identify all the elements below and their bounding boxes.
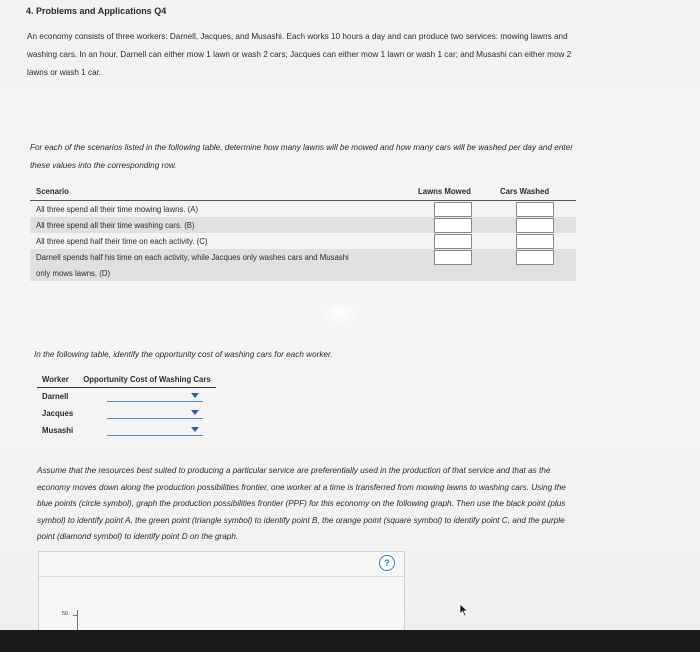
ppf-graph-panel[interactable] <box>38 551 405 631</box>
scenario-text: All three spend half their time on each activity. (C) <box>30 233 412 249</box>
opportunity-cost-dropdown-musashi[interactable] <box>107 425 203 436</box>
mouse-cursor-icon <box>459 603 469 617</box>
intro-line: An economy consists of three workers: Darnell, Jacques, and Musashi. Each works 10 hours a day and can produce two services: mowing lawns and <box>27 32 568 41</box>
intro-paragraph <box>27 28 571 82</box>
y-axis <box>77 610 78 630</box>
cars-input-a[interactable] <box>516 202 554 217</box>
instruction-line: these values into the corresponding row. <box>30 161 177 170</box>
opportunity-cost-dropdown-darnell[interactable] <box>107 391 203 402</box>
instruction-line: economy moves down along the production possibilities frontier, one worker at a time is transferred from mowing lawns to washing cars. Using the <box>37 482 566 492</box>
scenario-text: Darnell spends half his time on each activity, while Jacques only washes cars and Musashi <box>30 249 412 265</box>
cars-input-c[interactable] <box>516 234 554 249</box>
opportunity-cost-dropdown-jacques[interactable] <box>107 408 203 419</box>
worker-name: Darnell <box>42 392 69 401</box>
graph-toolbar <box>39 552 404 577</box>
problem-title: 4. Problems and Applications Q4 <box>26 6 167 16</box>
table-row <box>30 265 576 281</box>
help-icon[interactable]: ? <box>379 555 395 571</box>
header-lawns-mowed: Lawns Mowed <box>412 183 494 201</box>
lawns-input-d[interactable] <box>434 250 472 265</box>
table-row <box>30 249 576 265</box>
dropdown-arrow-icon <box>191 427 199 432</box>
table-row <box>30 217 576 233</box>
header-opportunity-cost: Opportunity Cost of Washing Cars <box>78 371 216 388</box>
intro-line: washing cars. In an hour, Darnell can either mow 1 lawn or wash 2 cars; Jacques can either mow 1 lawn or wash 1 car; and Musashi can either mow 2 <box>27 50 572 59</box>
instruction-line: point (diamond symbol) to identify point D on the graph. <box>37 532 239 541</box>
table-row <box>30 201 576 218</box>
opportunity-cost-table <box>37 371 216 439</box>
screen-glare <box>320 300 360 326</box>
instruction-line: blue points (circle symbol), graph the production possibilities frontier (PPF) for this economy on the following graph. Then use the black point (plus <box>37 499 566 508</box>
lawns-input-b[interactable] <box>434 218 472 233</box>
instruction-line: Assume that the resources best suited to producing a particular service are preferentially used in the production of that service and that as the <box>37 466 551 475</box>
instruction-opportunity-cost: In the following table, identify the opportunity cost of washing cars for each worker. <box>34 350 333 359</box>
instruction-scenarios <box>30 139 573 175</box>
header-cars-washed: Cars Washed <box>494 183 576 201</box>
scenario-text: All three spend all their time washing cars. (B) <box>30 217 412 233</box>
table-row <box>30 233 576 249</box>
lawns-input-a[interactable] <box>434 202 472 217</box>
table-row <box>37 405 216 422</box>
cars-input-d[interactable] <box>516 250 554 265</box>
screen-bezel <box>0 630 700 652</box>
lawns-input-c[interactable] <box>434 234 472 249</box>
scenario-text: All three spend all their time mowing lawns. (A) <box>30 201 412 218</box>
cars-input-b[interactable] <box>516 218 554 233</box>
header-worker: Worker <box>37 371 78 388</box>
instruction-line: symbol) to identify point A, the green point (triangle symbol) to identify point B, the orange point (square symbol) to identify point C, and the purple <box>37 515 565 525</box>
intro-line: lawns or wash 1 car. <box>27 68 102 77</box>
y-tick-label: 50 <box>62 611 69 617</box>
header-scenario: Scenario <box>30 183 412 201</box>
instruction-graph <box>37 463 566 546</box>
table-row <box>37 388 216 406</box>
instruction-line: For each of the scenarios listed in the following table, determine how many lawns will be mowed and how many cars will be washed per day and enter <box>30 143 573 152</box>
dropdown-arrow-icon <box>191 410 199 415</box>
table-row <box>37 422 216 439</box>
scenario-text: only mows lawns. (D) <box>30 265 412 281</box>
dropdown-arrow-icon <box>191 393 199 398</box>
scenario-table <box>30 183 576 281</box>
worker-name: Jacques <box>42 409 74 418</box>
worker-name: Musashi <box>42 426 74 435</box>
